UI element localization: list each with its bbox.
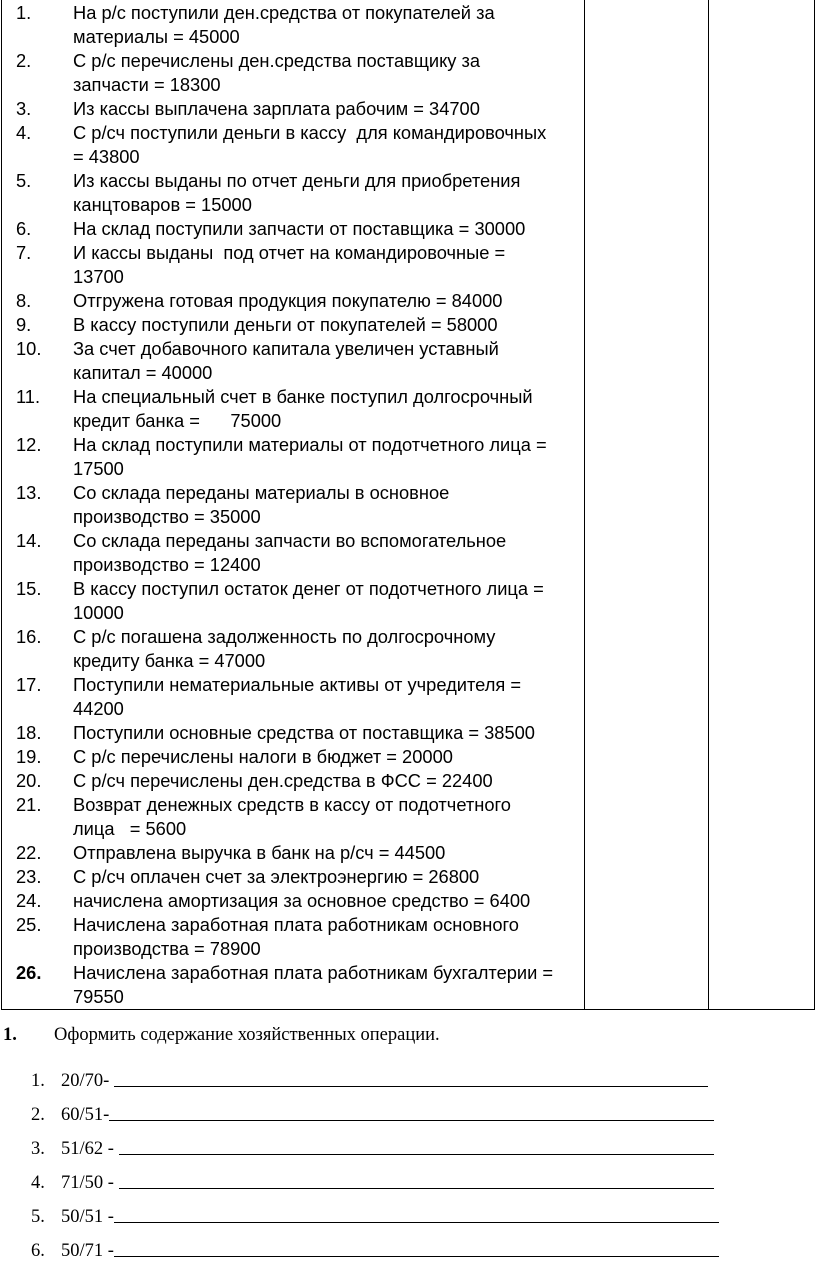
operation-line: В кассу поступили деньги от покупателей = 58000	[73, 314, 498, 335]
entry-item	[31, 1228, 719, 1262]
operation-number: 20.	[16, 770, 42, 791]
entry-number: 1.	[31, 1071, 45, 1091]
operations-list	[16, 1, 582, 1009]
operation-text	[73, 841, 582, 865]
entry-item	[31, 1194, 719, 1228]
operation-line: Начислена заработная плата работникам бухгалтерии =	[73, 962, 554, 983]
operation-line: 44200	[73, 698, 124, 719]
operation-number: 26.	[16, 962, 42, 983]
operation-item	[16, 313, 582, 337]
operation-text	[73, 889, 582, 913]
entry-blank-line[interactable]	[109, 1119, 714, 1121]
operation-item	[16, 961, 582, 1009]
operation-text	[73, 673, 582, 721]
operation-line: 13700	[73, 266, 124, 287]
operation-item	[16, 121, 582, 169]
entries-list	[31, 1058, 719, 1262]
operation-line: На склад поступили запчасти от поставщика = 30000	[73, 218, 526, 239]
operation-text	[73, 481, 582, 529]
operation-line: С р/сч перечислены ден.средства в ФСС = 22400	[73, 770, 493, 791]
entry-number: 2.	[31, 1105, 45, 1125]
operation-number: 13.	[16, 482, 42, 503]
operation-line: На специальный счет в банке поступил долгосрочный	[73, 386, 533, 407]
operation-line: С р/с перечислены налоги в бюджет = 20000	[73, 746, 453, 767]
operation-number: 9.	[16, 314, 32, 335]
operation-line: производство = 35000	[73, 506, 261, 527]
operation-item	[16, 385, 582, 433]
entry-account-code: 51/62 -	[61, 1139, 119, 1159]
entry-blank-line[interactable]	[119, 1153, 714, 1155]
operation-line: 79550	[73, 986, 124, 1007]
operation-number: 16.	[16, 626, 42, 647]
operation-number: 22.	[16, 842, 42, 863]
entry-number: 4.	[31, 1173, 45, 1193]
task-text: Оформить содержание хозяйственных операции.	[54, 1025, 440, 1045]
operation-text	[73, 625, 582, 673]
entry-blank-line[interactable]	[119, 1187, 714, 1189]
operation-text	[73, 121, 582, 169]
operation-text	[73, 169, 582, 217]
operation-number: 8.	[16, 290, 32, 311]
operation-item	[16, 913, 582, 961]
operation-item	[16, 793, 582, 841]
operation-line: Отгружена готовая продукция покупателю = 84000	[73, 290, 503, 311]
operation-item	[16, 289, 582, 313]
operation-item	[16, 217, 582, 241]
operation-line: канцтоваров = 15000	[73, 194, 252, 215]
operation-text	[73, 241, 582, 289]
operation-text	[73, 289, 582, 313]
operation-text	[73, 1, 582, 49]
operation-line: материалы = 45000	[73, 26, 240, 47]
operation-item	[16, 97, 582, 121]
operation-line: С р/с перечислены ден.средства поставщику за	[73, 50, 481, 71]
operation-text	[73, 577, 582, 625]
operation-line: кредиту банка = 47000	[73, 650, 266, 671]
operation-text	[73, 385, 582, 433]
operation-number: 3.	[16, 98, 32, 119]
task-heading	[3, 1022, 440, 1048]
entry-account-code: 71/50 -	[61, 1173, 119, 1193]
operation-number: 21.	[16, 794, 42, 815]
operation-text	[73, 769, 582, 793]
operation-line: Со склада переданы запчасти во вспомогательное	[73, 530, 507, 551]
operation-line: С р/сч оплачен счет за электроэнергию = 26800	[73, 866, 480, 887]
operation-line: Возврат денежных средств в кассу от подотчетного	[73, 794, 511, 815]
operation-number: 12.	[16, 434, 42, 455]
operation-number: 14.	[16, 530, 42, 551]
operation-text	[73, 721, 582, 745]
operation-item	[16, 241, 582, 289]
operation-line: Из кассы выданы по отчет деньги для приобретения	[73, 170, 521, 191]
operation-item	[16, 625, 582, 673]
operations-column	[2, 0, 585, 1009]
operation-line: 17500	[73, 458, 124, 479]
operation-line: 10000	[73, 602, 124, 623]
operation-number: 23.	[16, 866, 42, 887]
debit-column	[585, 0, 709, 1009]
operation-line: кредит банка = 75000	[73, 410, 282, 431]
entry-account-code: 50/51 -	[61, 1207, 114, 1227]
operation-number: 11.	[16, 386, 41, 407]
entry-number: 6.	[31, 1241, 45, 1261]
operation-text	[73, 313, 582, 337]
entry-blank-line[interactable]	[114, 1255, 719, 1257]
operation-item	[16, 1, 582, 49]
entry-blank-line[interactable]	[114, 1085, 708, 1087]
operations-table	[1, 0, 815, 1010]
operation-item	[16, 841, 582, 865]
operation-line: В кассу поступил остаток денег от подотчетного лица =	[73, 578, 544, 599]
operation-text	[73, 217, 582, 241]
operation-text	[73, 529, 582, 577]
operation-text	[73, 433, 582, 481]
operation-text	[73, 793, 582, 841]
entry-item	[31, 1092, 719, 1126]
operation-item	[16, 49, 582, 97]
operation-item	[16, 865, 582, 889]
operation-line: Со склада переданы материалы в основное	[73, 482, 450, 503]
operation-line: На р/с поступили ден.средства от покупателей за	[73, 2, 495, 23]
operation-line: начислена амортизация за основное средство = 6400	[73, 890, 531, 911]
operation-line: Поступили основные средства от поставщика = 38500	[73, 722, 535, 743]
operation-number: 1.	[16, 2, 32, 23]
operation-line: На склад поступили материалы от подотчетного лица =	[73, 434, 547, 455]
operation-number: 2.	[16, 50, 32, 71]
operation-number: 5.	[16, 170, 32, 191]
entry-account-code: 50/71 -	[61, 1241, 114, 1261]
operation-item	[16, 481, 582, 529]
entry-item	[31, 1058, 719, 1092]
operation-line: За счет добавочного капитала увеличен уставный	[73, 338, 499, 359]
operation-number: 7.	[16, 242, 32, 263]
operation-item	[16, 673, 582, 721]
operation-item	[16, 889, 582, 913]
operation-text	[73, 865, 582, 889]
operation-item	[16, 721, 582, 745]
entry-item	[31, 1160, 719, 1194]
operation-line: = 43800	[73, 146, 140, 167]
entry-account-code: 60/51-	[61, 1105, 110, 1125]
operation-item	[16, 169, 582, 217]
operation-line: Отправлена выручка в банк на р/сч = 44500	[73, 842, 446, 863]
operation-line: лица = 5600	[73, 818, 187, 839]
operation-line: производства = 78900	[73, 938, 261, 959]
operation-line: С р/сч поступили деньги в кассу для командировочных	[73, 122, 547, 143]
operation-number: 15.	[16, 578, 42, 599]
task-number: 1.	[3, 1025, 17, 1045]
operation-item	[16, 529, 582, 577]
operation-item	[16, 433, 582, 481]
entry-number: 3.	[31, 1139, 45, 1159]
operation-text	[73, 961, 582, 1009]
operation-item	[16, 769, 582, 793]
operation-line: С р/с погашена задолженность по долгосрочному	[73, 626, 496, 647]
operation-text	[73, 49, 582, 97]
operation-line: И кассы выданы под отчет на командировочные =	[73, 242, 506, 263]
operation-number: 18.	[16, 722, 42, 743]
operation-number: 10.	[16, 338, 42, 359]
operation-text	[73, 745, 582, 769]
entry-item	[31, 1126, 719, 1160]
operation-number: 17.	[16, 674, 42, 695]
operation-line: Из кассы выплачена зарплата рабочим = 34700	[73, 98, 480, 119]
operation-line: Начислена заработная плата работникам основного	[73, 914, 519, 935]
entry-blank-line[interactable]	[114, 1221, 719, 1223]
operation-number: 19.	[16, 746, 42, 767]
operation-number: 24.	[16, 890, 42, 911]
operation-text	[73, 913, 582, 961]
operation-item	[16, 745, 582, 769]
entry-account-code: 20/70-	[61, 1071, 114, 1091]
operation-line: Поступили нематериальные активы от учредителя =	[73, 674, 522, 695]
operation-item	[16, 337, 582, 385]
operation-line: капитал = 40000	[73, 362, 213, 383]
operation-line: производство = 12400	[73, 554, 261, 575]
operation-item	[16, 577, 582, 625]
operation-line: запчасти = 18300	[73, 74, 221, 95]
operation-text	[73, 337, 582, 385]
operation-number: 4.	[16, 122, 32, 143]
operation-number: 6.	[16, 218, 32, 239]
operation-text	[73, 97, 582, 121]
operation-number: 25.	[16, 914, 42, 935]
entry-number: 5.	[31, 1207, 45, 1227]
